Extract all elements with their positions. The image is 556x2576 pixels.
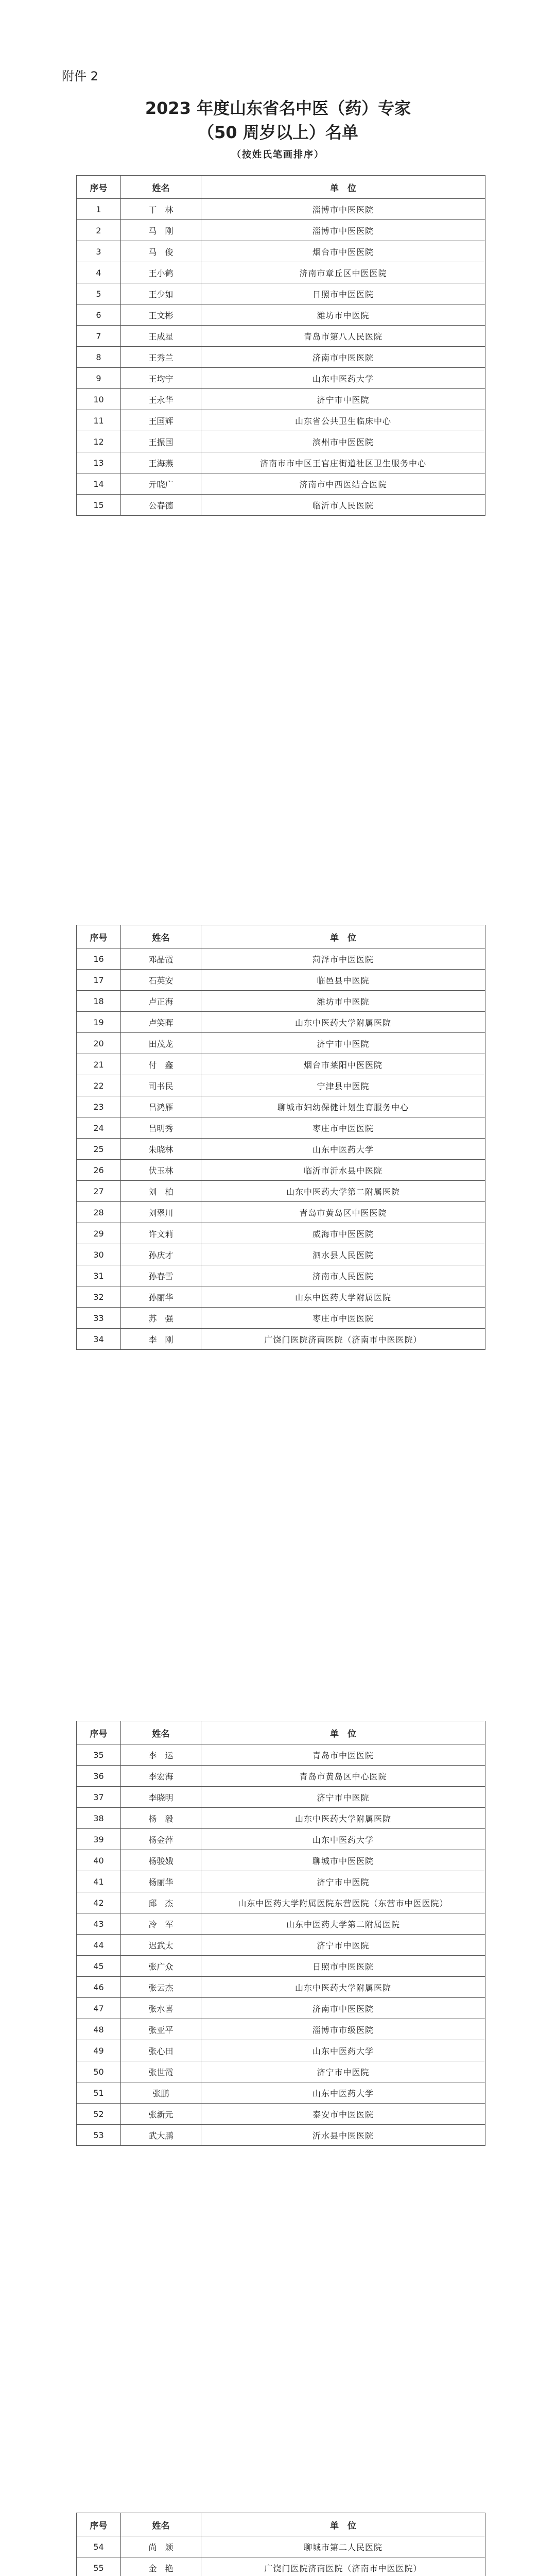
- table-row: [77, 991, 485, 1012]
- expert-unit: 青岛市黄岛区中心医院: [201, 1766, 485, 1787]
- table-row: [77, 1892, 485, 1913]
- expert-unit: 济宁市中医院: [201, 389, 485, 410]
- header-index: 序号: [77, 1721, 121, 1744]
- expert-name: 孙丽华: [121, 1286, 201, 1308]
- row-index: 48: [77, 2019, 121, 2040]
- row-index: 10: [77, 389, 121, 410]
- expert-name: 杨金萍: [121, 1829, 201, 1850]
- expert-unit: 滨州市中医医院: [201, 431, 485, 452]
- table-row: [77, 241, 485, 262]
- row-index: 43: [77, 1913, 121, 1935]
- table-row: [77, 473, 485, 495]
- row-index: 28: [77, 1202, 121, 1223]
- expert-name: 张鹏: [121, 2082, 201, 2104]
- expert-name: 马 刚: [121, 220, 201, 241]
- expert-unit: 济宁市中医院: [201, 1033, 485, 1054]
- expert-unit: 济南市中医医院: [201, 1998, 485, 2019]
- row-index: 47: [77, 1998, 121, 2019]
- row-index: 14: [77, 473, 121, 495]
- table-row: [77, 1244, 485, 1265]
- expert-unit: 日照市中医医院: [201, 283, 485, 304]
- table-row: [77, 2082, 485, 2104]
- row-index: 3: [77, 241, 121, 262]
- table-row: [77, 2557, 485, 2576]
- expert-name: 亓晓广: [121, 473, 201, 495]
- table-row: [77, 970, 485, 991]
- row-index: 4: [77, 262, 121, 283]
- row-index: 6: [77, 304, 121, 326]
- expert-unit: 枣庄市中医医院: [201, 1308, 485, 1329]
- table-row: [77, 1956, 485, 1977]
- row-index: 53: [77, 2125, 121, 2146]
- expert-unit: 济南市人民医院: [201, 1265, 485, 1286]
- expert-unit: 山东省公共卫生临床中心: [201, 410, 485, 431]
- row-index: 36: [77, 1766, 121, 1787]
- table-row: [77, 2536, 485, 2557]
- expert-unit: 山东中医药大学附属医院: [201, 1286, 485, 1308]
- expert-name: 杨丽华: [121, 1871, 201, 1892]
- expert-name: 孙庆才: [121, 1244, 201, 1265]
- expert-unit: 沂水县中医医院: [201, 2125, 485, 2146]
- row-index: 17: [77, 970, 121, 991]
- expert-name: 张新元: [121, 2104, 201, 2125]
- row-index: 34: [77, 1329, 121, 1350]
- row-index: 18: [77, 991, 121, 1012]
- row-index: 12: [77, 431, 121, 452]
- table-row: [77, 1160, 485, 1181]
- expert-name: 杨 毅: [121, 1808, 201, 1829]
- table-row: [77, 1935, 485, 1956]
- expert-unit: 枣庄市中医医院: [201, 1117, 485, 1139]
- table-row: [77, 368, 485, 389]
- row-index: 35: [77, 1744, 121, 1766]
- table-row: [77, 262, 485, 283]
- table-row: [77, 1744, 485, 1766]
- row-index: 54: [77, 2536, 121, 2557]
- header-unit: 单 位: [201, 925, 485, 948]
- row-index: 21: [77, 1054, 121, 1075]
- expert-name: 李晓明: [121, 1787, 201, 1808]
- row-index: 38: [77, 1808, 121, 1829]
- header-unit: 单 位: [201, 176, 485, 199]
- row-index: 13: [77, 452, 121, 473]
- header-name: 姓名: [121, 2513, 201, 2536]
- row-index: 51: [77, 2082, 121, 2104]
- attachment-label: 附件 2: [62, 69, 98, 83]
- expert-name: 张亚平: [121, 2019, 201, 2040]
- expert-unit: 济宁市中医院: [201, 1935, 485, 1956]
- table-row: [77, 495, 485, 516]
- row-index: 44: [77, 1935, 121, 1956]
- expert-table-page-4: [76, 2513, 485, 2576]
- row-index: 41: [77, 1871, 121, 1892]
- expert-name: 田茂龙: [121, 1033, 201, 1054]
- expert-name: 付 鑫: [121, 1054, 201, 1075]
- expert-unit: 菏泽市中医医院: [201, 948, 485, 970]
- expert-name: 王振国: [121, 431, 201, 452]
- expert-name: 卢笑晖: [121, 1012, 201, 1033]
- sort-note: （按姓氏笔画排序）: [232, 149, 324, 160]
- table-row: [77, 1223, 485, 1244]
- table-row: [77, 1012, 485, 1033]
- expert-name: 李 运: [121, 1744, 201, 1766]
- expert-table-page-1: [76, 175, 485, 516]
- row-index: 40: [77, 1850, 121, 1871]
- row-index: 2: [77, 220, 121, 241]
- row-index: 24: [77, 1117, 121, 1139]
- row-index: 50: [77, 2061, 121, 2082]
- table-row: [77, 1033, 485, 1054]
- expert-unit: 济宁市中医院: [201, 1787, 485, 1808]
- table-row: [77, 1265, 485, 1286]
- expert-name: 张广众: [121, 1956, 201, 1977]
- expert-unit: 临邑县中医院: [201, 970, 485, 991]
- expert-name: 王少如: [121, 283, 201, 304]
- table-row: [77, 2061, 485, 2082]
- header-index: 序号: [77, 925, 121, 948]
- expert-unit: 广饶门医院济南医院（济南市中医医院）: [201, 2557, 485, 2576]
- expert-name: 吕鸿雁: [121, 1096, 201, 1117]
- table-row: [77, 1139, 485, 1160]
- table-header-row: [77, 1721, 485, 1744]
- table-header-row: [77, 176, 485, 199]
- expert-name: 张水喜: [121, 1998, 201, 2019]
- row-index: 19: [77, 1012, 121, 1033]
- table-row: [77, 2019, 485, 2040]
- expert-name: 伏玉林: [121, 1160, 201, 1181]
- expert-name: 王海燕: [121, 452, 201, 473]
- table-row: [77, 1181, 485, 1202]
- table-row: [77, 1850, 485, 1871]
- expert-table-page-3: [76, 1721, 485, 2146]
- expert-name: 冷 军: [121, 1913, 201, 1935]
- header-unit: 单 位: [201, 1721, 485, 1744]
- expert-unit: 青岛市黄岛区中医医院: [201, 1202, 485, 1223]
- expert-unit: 烟台市莱阳中医医院: [201, 1054, 485, 1075]
- row-index: 29: [77, 1223, 121, 1244]
- expert-name: 马 俊: [121, 241, 201, 262]
- table-row: [77, 304, 485, 326]
- expert-name: 司书民: [121, 1075, 201, 1096]
- row-index: 27: [77, 1181, 121, 1202]
- expert-name: 卢正海: [121, 991, 201, 1012]
- table-row: [77, 1096, 485, 1117]
- expert-unit: 山东中医药大学: [201, 2082, 485, 2104]
- table-row: [77, 1871, 485, 1892]
- table-row: [77, 326, 485, 347]
- expert-unit: 聊城市妇幼保健计划生育服务中心: [201, 1096, 485, 1117]
- expert-unit: 淄博市市级医院: [201, 2019, 485, 2040]
- expert-name: 许文莉: [121, 1223, 201, 1244]
- table-row: [77, 410, 485, 431]
- document-title-line2: （50 周岁以上）名单: [198, 123, 358, 142]
- expert-name: 李宏海: [121, 1766, 201, 1787]
- expert-name: 张心田: [121, 2040, 201, 2061]
- row-index: 55: [77, 2557, 121, 2576]
- expert-name: 孙春雪: [121, 1265, 201, 1286]
- expert-unit: 宁津县中医院: [201, 1075, 485, 1096]
- expert-unit: 济宁市中医院: [201, 2061, 485, 2082]
- table-row: [77, 2040, 485, 2061]
- row-index: 8: [77, 347, 121, 368]
- expert-name: 刘翠川: [121, 1202, 201, 1223]
- document-title: 2023 年度山东省名中医（药）专家: [145, 98, 411, 118]
- table-row: [77, 452, 485, 473]
- header-name: 姓名: [121, 176, 201, 199]
- expert-name: 王小鹤: [121, 262, 201, 283]
- table-row: [77, 2104, 485, 2125]
- row-index: 33: [77, 1308, 121, 1329]
- table-row: [77, 1913, 485, 1935]
- expert-name: 尚 颖: [121, 2536, 201, 2557]
- row-index: 16: [77, 948, 121, 970]
- expert-unit: 临沂市沂水县中医院: [201, 1160, 485, 1181]
- table-row: [77, 199, 485, 220]
- row-index: 31: [77, 1265, 121, 1286]
- row-index: 23: [77, 1096, 121, 1117]
- expert-name: 王秀兰: [121, 347, 201, 368]
- expert-unit: 山东中医药大学附属医院: [201, 1977, 485, 1998]
- row-index: 49: [77, 2040, 121, 2061]
- expert-name: 李 刚: [121, 1329, 201, 1350]
- expert-name: 公春德: [121, 495, 201, 516]
- expert-unit: 潍坊市中医院: [201, 991, 485, 1012]
- table-row: [77, 220, 485, 241]
- expert-unit: 济南市市中区王官庄街道社区卫生服务中心: [201, 452, 485, 473]
- expert-name: 王均宁: [121, 368, 201, 389]
- table-row: [77, 1202, 485, 1223]
- expert-unit: 泗水县人民医院: [201, 1244, 485, 1265]
- header-index: 序号: [77, 2513, 121, 2536]
- expert-unit: 临沂市人民医院: [201, 495, 485, 516]
- row-index: 46: [77, 1977, 121, 1998]
- expert-unit: 广饶门医院济南医院（济南市中医医院）: [201, 1329, 485, 1350]
- expert-unit: 济南市中西医结合医院: [201, 473, 485, 495]
- row-index: 39: [77, 1829, 121, 1850]
- expert-name: 邓晶霞: [121, 948, 201, 970]
- expert-unit: 聊城市中医医院: [201, 1850, 485, 1871]
- expert-unit: 泰安市中医医院: [201, 2104, 485, 2125]
- expert-name: 武大鹏: [121, 2125, 201, 2146]
- row-index: 30: [77, 1244, 121, 1265]
- table-row: [77, 1787, 485, 1808]
- row-index: 52: [77, 2104, 121, 2125]
- expert-unit: 山东中医药大学: [201, 2040, 485, 2061]
- expert-name: 金 艳: [121, 2557, 201, 2576]
- expert-name: 王国辉: [121, 410, 201, 431]
- expert-unit: 济宁市中医院: [201, 1871, 485, 1892]
- row-index: 9: [77, 368, 121, 389]
- row-index: 1: [77, 199, 121, 220]
- expert-unit: 山东中医药大学第二附属医院: [201, 1181, 485, 1202]
- table-row: [77, 1829, 485, 1850]
- expert-unit: 青岛市中医医院: [201, 1744, 485, 1766]
- header-index: 序号: [77, 176, 121, 199]
- table-row: [77, 1286, 485, 1308]
- row-index: 20: [77, 1033, 121, 1054]
- expert-table-page-2: [76, 925, 485, 1350]
- expert-unit: 日照市中医医院: [201, 1956, 485, 1977]
- header-name: 姓名: [121, 1721, 201, 1744]
- expert-unit: 济南市章丘区中医医院: [201, 262, 485, 283]
- row-index: 45: [77, 1956, 121, 1977]
- expert-unit: 山东中医药大学附属医院东营医院（东营市中医医院）: [201, 1892, 485, 1913]
- expert-unit: 山东中医药大学第二附属医院: [201, 1913, 485, 1935]
- row-index: 32: [77, 1286, 121, 1308]
- table-row: [77, 1054, 485, 1075]
- row-index: 22: [77, 1075, 121, 1096]
- table-row: [77, 2125, 485, 2146]
- table-row: [77, 948, 485, 970]
- table-row: [77, 283, 485, 304]
- row-index: 15: [77, 495, 121, 516]
- row-index: 37: [77, 1787, 121, 1808]
- table-row: [77, 389, 485, 410]
- expert-unit: 潍坊市中医院: [201, 304, 485, 326]
- table-row: [77, 1308, 485, 1329]
- expert-unit: 山东中医药大学附属医院: [201, 1808, 485, 1829]
- expert-name: 张世霞: [121, 2061, 201, 2082]
- row-index: 42: [77, 1892, 121, 1913]
- expert-name: 王文彬: [121, 304, 201, 326]
- expert-name: 迟武太: [121, 1935, 201, 1956]
- row-index: 11: [77, 410, 121, 431]
- row-index: 26: [77, 1160, 121, 1181]
- header-unit: 单 位: [201, 2513, 485, 2536]
- expert-name: 邱 杰: [121, 1892, 201, 1913]
- table-row: [77, 1075, 485, 1096]
- header-name: 姓名: [121, 925, 201, 948]
- row-index: 5: [77, 283, 121, 304]
- table-row: [77, 347, 485, 368]
- expert-unit: 淄博市中医医院: [201, 199, 485, 220]
- expert-unit: 聊城市第二人民医院: [201, 2536, 485, 2557]
- table-row: [77, 1977, 485, 1998]
- expert-name: 吕明秀: [121, 1117, 201, 1139]
- expert-unit: 济南市中医医院: [201, 347, 485, 368]
- table-row: [77, 1117, 485, 1139]
- expert-unit: 山东中医药大学: [201, 1829, 485, 1850]
- expert-name: 石英安: [121, 970, 201, 991]
- expert-name: 王成星: [121, 326, 201, 347]
- expert-unit: 山东中医药大学附属医院: [201, 1012, 485, 1033]
- expert-unit: 青岛市第八人民医院: [201, 326, 485, 347]
- expert-unit: 山东中医药大学: [201, 368, 485, 389]
- table-header-row: [77, 925, 485, 948]
- expert-name: 苏 强: [121, 1308, 201, 1329]
- expert-unit: 淄博市中医医院: [201, 220, 485, 241]
- table-row: [77, 1329, 485, 1350]
- expert-name: 张云杰: [121, 1977, 201, 1998]
- expert-name: 刘 柏: [121, 1181, 201, 1202]
- expert-name: 王永华: [121, 389, 201, 410]
- table-row: [77, 1998, 485, 2019]
- expert-name: 杨骏娥: [121, 1850, 201, 1871]
- row-index: 7: [77, 326, 121, 347]
- expert-name: 朱晓林: [121, 1139, 201, 1160]
- table-row: [77, 1808, 485, 1829]
- expert-unit: 烟台市中医医院: [201, 241, 485, 262]
- table-header-row: [77, 2513, 485, 2536]
- row-index: 25: [77, 1139, 121, 1160]
- table-row: [77, 431, 485, 452]
- expert-unit: 山东中医药大学: [201, 1139, 485, 1160]
- expert-name: 丁 林: [121, 199, 201, 220]
- table-row: [77, 1766, 485, 1787]
- expert-unit: 威海市中医医院: [201, 1223, 485, 1244]
